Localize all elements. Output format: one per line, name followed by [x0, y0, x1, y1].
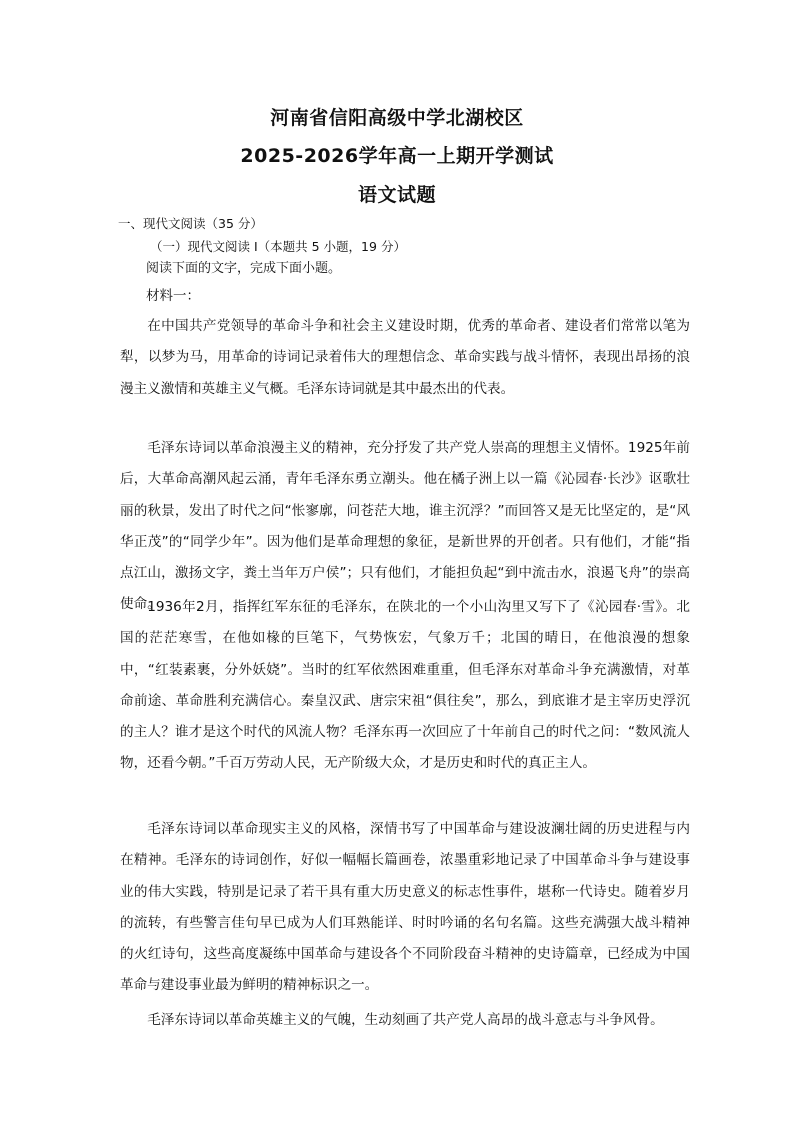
section-heading: 一、现代文阅读（35 分） [118, 216, 263, 231]
paragraph-2: 毛泽东诗词以革命浪漫主义的精神，充分抒发了共产党人崇高的理想主义情怀。1925年前后，大革命高潮风起云涌，青年毛泽东勇立潮头。他在橘子洲上以一篇《沁园春·长沙》讴歌壮丽的秋景，发出了时代之问“怅寥廓，问苍茫大地，谁主沉浮？”而回答又是无比坚定的，是“风华正茂”的“同学少年”。因为他们是革命理想的象征，是新世界的开创者。只有他们，才能“指点江山，激扬文字，粪土当年万户侯”；只有他们，才能担负起“到中流击水，浪遏飞舟”的崇高使命。 [120, 440, 690, 613]
paragraph-5: 毛泽东诗词以革命英雄主义的气魄，生动刻画了共产党人高昂的战斗意志与斗争风骨。 [147, 1012, 664, 1028]
paragraph-3: 1936年2月，指挥红军东征的毛泽东，在陕北的一个小山沟里又写下了《沁园春·雪》。北国的茫茫寒雪，在他如椽的巨笔下，气势恢宏，气象万千；北国的晴日，在他浪漫的想象中，“红装素裹，分外妖娆”。当时的红军依然困难重重，但毛泽东对革命斗争充满激情，对革命前途、革命胜利充满信心。秦皇汉武、唐宗宋祖“俱往矣”，那么，到底谁才是主宰历史浮沉的主人？谁才是这个时代的风流人物？毛泽东再一次回应了十年前自己的时代之问：“数风流人物，还看今朝。”千百万劳动人民，无产阶级大众，才是历史和时代的真正主人。 [120, 599, 690, 772]
school-name: 河南省信阳高级中学北湖校区 [270, 107, 524, 129]
subject-title: 语文试题 [357, 184, 436, 206]
material-label: 材料一： [146, 288, 200, 304]
reading-instruction: 阅读下面的文字，完成下面小题。 [146, 261, 342, 276]
paragraph-1: 在中国共产党领导的革命斗争和社会主义建设时期，优秀的革命者、建设者们常常以笔为犁，以梦为马，用革命的诗词记录着伟大的理想信念、革命实践与战斗情怀，表现出昂扬的浪漫主义激情和英雄主义气概。毛泽东诗词就是其中最杰出的代表。 [120, 318, 690, 397]
sub-section-heading: （一）现代文阅读 I（本题共 5 小题，19 分） [150, 239, 406, 254]
exam-term-title: 2025-2026学年高一上期开学测试 [240, 145, 554, 167]
paragraph-4: 毛泽东诗词以革命现实主义的风格，深情书写了中国革命与建设波澜壮阔的历史进程与内在精神。毛泽东的诗词创作，好似一幅幅长篇画卷，浓墨重彩地记录了中国革命斗争与建设事业的伟大实践，特别是记录了若干具有重大历史意义的标志性事件，堪称一代诗史。随着岁月的流转，有些警言佳句早已成为人们耳熟能详、时时吟诵的名句名篇。这些充满强大战斗精神的火红诗句，这些高度凝练中国革命与建设各个不同阶段奋斗精神的史诗篇章，已经成为中国革命与建设事业最为鲜明的精神标识之一。 [120, 821, 690, 994]
